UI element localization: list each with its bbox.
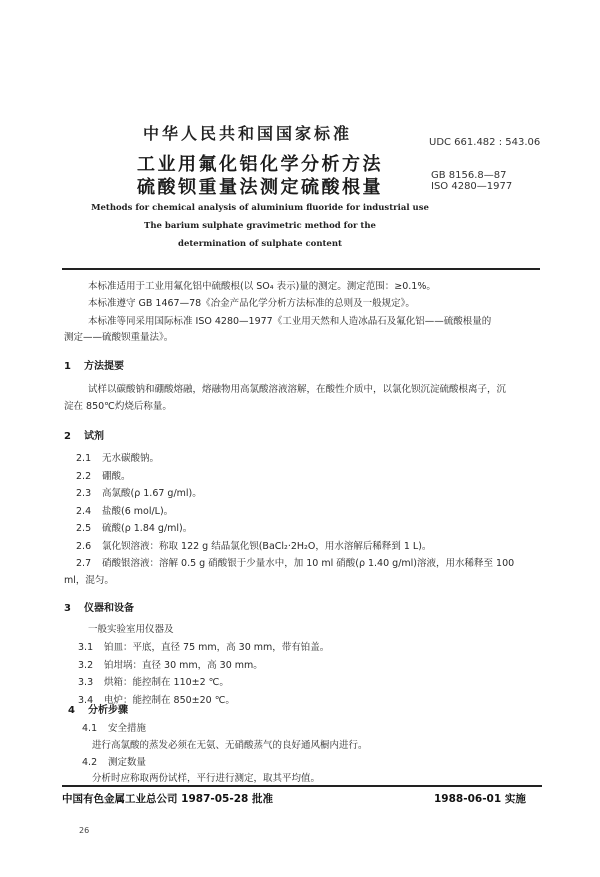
item-text: 高氯酸(ρ 1.67 g/ml)。 xyxy=(102,488,202,499)
subsection-text: 进行高氯酸的蒸发必须在无氨、无硝酸蒸气的良好通风橱内进行。 xyxy=(92,740,368,751)
section-title: 试剂 xyxy=(84,431,104,442)
section-number: 2 xyxy=(64,431,71,442)
list-item xyxy=(78,676,229,690)
item-number: 3.2 xyxy=(78,660,94,671)
section-1-heading xyxy=(64,357,124,372)
implementation-date: 1988-06-01 实施 xyxy=(434,793,526,805)
list-item xyxy=(76,487,202,501)
item-number: 3.3 xyxy=(78,677,94,688)
list-item xyxy=(76,522,192,536)
section-title: 分析步骤 xyxy=(88,705,128,716)
gb-number: GB 8156.8—87 xyxy=(431,170,507,181)
item-number: 2.5 xyxy=(76,523,92,534)
title-en-line2: The barium sulphate gravimetric method for the xyxy=(144,221,376,231)
section-number: 4 xyxy=(68,705,75,716)
standard-type-heading: 中华人民共和国国家标准 xyxy=(143,124,353,143)
item-title: 安全措施 xyxy=(108,723,147,734)
item-number: 4.2 xyxy=(82,757,98,768)
section-3-lead: 一般实验室用仪器及 xyxy=(88,624,174,635)
list-item xyxy=(76,505,173,519)
subsection-heading xyxy=(82,756,146,770)
list-item xyxy=(76,470,131,484)
intro-paragraph-2: 本标准遵守 GB 1467—78《冶金产品化学分析方法标准的总则及一般规定》。 xyxy=(88,298,415,309)
iso-number: ISO 4280—1977 xyxy=(431,181,513,192)
item-text: 烘箱：能控制在 110±2 ℃。 xyxy=(104,677,229,688)
item-text: 硫酸(ρ 1.84 g/ml)。 xyxy=(102,523,193,534)
item-text: 铂皿：平底，直径 75 mm，高 30 mm，带有铂盖。 xyxy=(104,642,330,653)
intro-paragraph-3: 本标准等同采用国际标准 ISO 4280—1977《工业用天然和人造冰晶石及氟化铝——硫酸根量的 xyxy=(88,316,492,327)
section-1-text: 试样以碳酸钠和硼酸熔融，熔融物用高氯酸溶液溶解，在酸性介质中，以氯化钡沉淀硫酸根离子，沉 xyxy=(88,384,507,395)
item-number: 4.1 xyxy=(82,723,98,734)
list-item-cont: ml，混匀。 xyxy=(64,575,114,586)
header-divider xyxy=(62,268,540,270)
section-title: 方法提要 xyxy=(84,361,124,372)
title-en-line3: determination of sulphate content xyxy=(178,239,342,249)
section-number: 3 xyxy=(64,603,71,614)
title-zh-line2: 硫酸钡重量法测定硫酸根量 xyxy=(137,177,383,198)
list-item xyxy=(76,452,159,466)
subsection-heading xyxy=(82,722,146,736)
intro-paragraph-1: 本标准适用于工业用氟化铝中硫酸根(以 SO₄ 表示)量的测定。测定范围：≥0.1%。 xyxy=(88,281,436,292)
item-number: 2.3 xyxy=(76,488,92,499)
approval-date: 中国有色金属工业总公司 1987-05-28 批准 xyxy=(62,793,273,805)
footer-divider xyxy=(62,785,542,787)
section-3-heading xyxy=(64,599,134,614)
item-text: 电炉：能控制在 850±20 ℃。 xyxy=(104,695,235,706)
section-title: 仪器和设备 xyxy=(84,603,134,614)
section-1-text-cont: 淀在 850℃灼烧后称量。 xyxy=(64,401,172,412)
item-number: 2.2 xyxy=(76,471,92,482)
title-zh-line1: 工业用氟化铝化学分析方法 xyxy=(137,154,383,175)
item-text: 硝酸银溶液：溶解 0.5 g 硝酸银于少量水中，加 10 ml 硝酸(ρ 1.40 g/ml)溶液，用水稀释至 100 xyxy=(102,558,515,569)
section-4-heading-text xyxy=(68,701,128,716)
subsection-text: 分析时应称取两份试样，平行进行测定，取其平均值。 xyxy=(92,773,321,784)
list-item xyxy=(76,540,431,554)
page-number: 26 xyxy=(79,826,90,835)
section-2-heading xyxy=(64,427,104,442)
item-text: 盐酸(6 mol/L)。 xyxy=(102,506,174,517)
list-item xyxy=(78,659,263,673)
udc-code: UDC 661.482 : 543.06 xyxy=(429,137,541,148)
item-number: 2.1 xyxy=(76,453,92,464)
item-text: 铂坩埚：直径 30 mm，高 30 mm。 xyxy=(104,660,263,671)
item-number: 2.6 xyxy=(76,541,92,552)
list-item xyxy=(78,641,329,655)
item-text: 无水碳酸钠。 xyxy=(102,453,160,464)
item-number: 2.4 xyxy=(76,506,92,517)
section-number: 1 xyxy=(64,361,71,372)
intro-paragraph-3-cont: 测定——硫酸钡重量法》。 xyxy=(64,332,174,343)
item-text: 硼酸。 xyxy=(102,471,131,482)
item-number: 2.7 xyxy=(76,558,92,569)
title-en-line1: Methods for chemical analysis of aluminium fluoride for industrial use xyxy=(91,203,429,213)
item-number: 3.4 xyxy=(78,695,94,706)
item-number: 3.1 xyxy=(78,642,94,653)
item-title: 测定数量 xyxy=(108,757,147,768)
item-text: 氯化钡溶液：称取 122 g 结晶氯化钡(BaCl₂·2H₂O，用水溶解后稀释到 1 L)。 xyxy=(102,541,432,552)
list-item xyxy=(76,557,514,571)
